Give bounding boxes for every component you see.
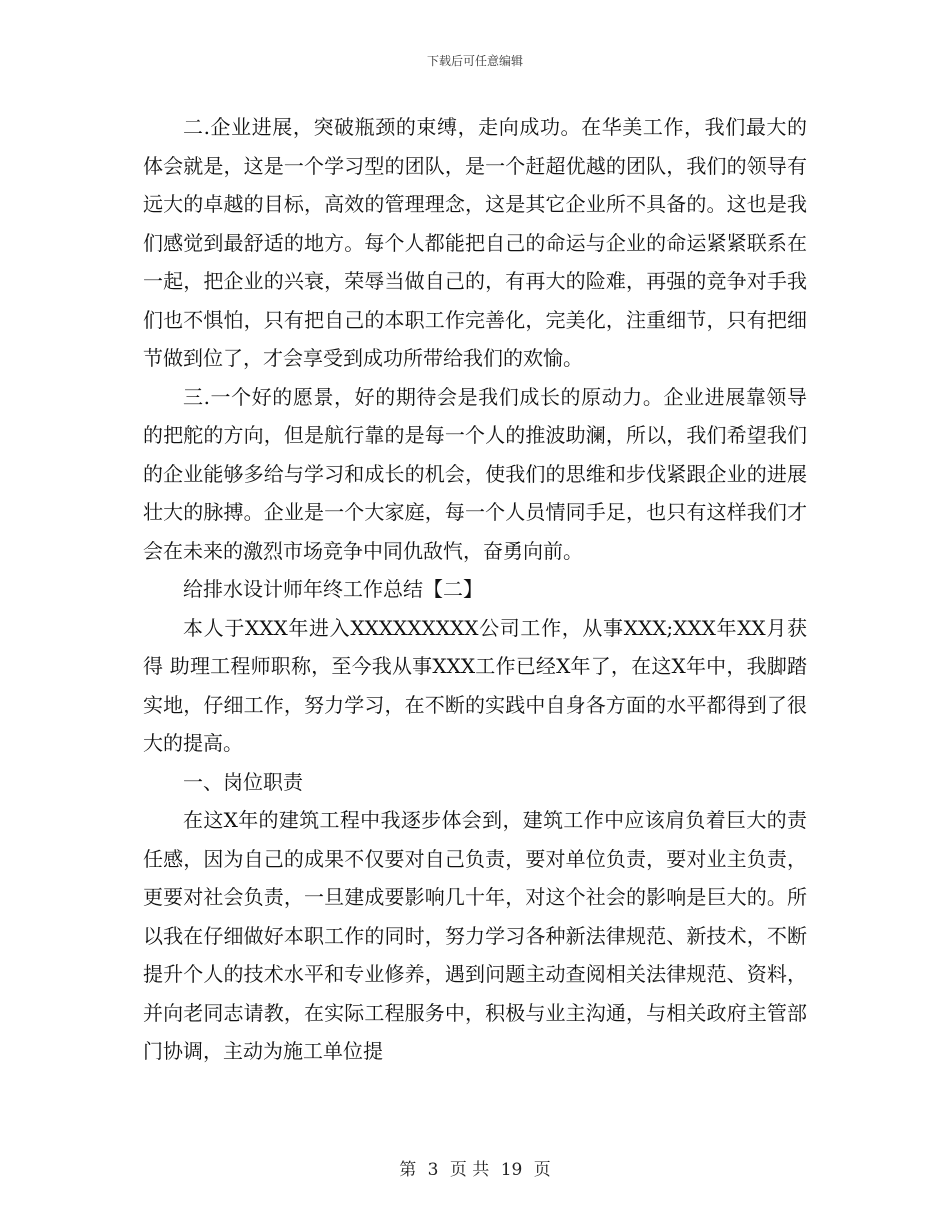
paragraph-enterprise-development: 二.企业进展，突破瓶颈的束缚，走向成功。在华美工作，我们最大的体会就是，这是一个学习型的团队，是一个赶超优越的团队，我们的领导有远大的卓越的目标，高效的管理理念，这是其它企业所不具备的。这也是我们感觉到最舒适的地方。每个人都能把自己的命运与企业的命运紧紧联系在一起，把企业的兴衰，荣辱当做自己的，有再大的险难，再强的竞争对手我们也不惧怕，只有把自己的本职工作完善化，完美化，注重细节，只有把细节做到位了，才会享受到成功所带给我们的欢愉。	[143, 115, 807, 370]
paragraph-vision: 三.一个好的愿景，好的期待会是我们成长的原动力。企业进展靠领导的把舵的方向，但是航行靠的是每一个人的推波助澜，所以，我们希望我们的企业能够多给与学习和成长的机会，使我们的思维和步伐紧跟企业的进展壮大的脉搏。企业是一个大家庭，每一个人员情同手足，也只有这样我们才会在未来的激烈市场竞争中同仇敌忾，奋勇向前。	[143, 384, 807, 563]
total-page-count: 19	[500, 1160, 523, 1180]
page-header: 下载后可任意编辑	[426, 54, 523, 68]
paragraph-job-duties: 在这X年的建筑工程中我逐步体会到，建筑工作中应该肩负着巨大的责任感，因为自己的成果不仅要对自己负责，要对单位负责，要对业主负责，更要对社会负责，一旦建成要影响几十年，对这个社会的影响是巨大的。所以我在仔细做好本职工作的同时，努力学习各种新法律规范、新技术，不断提升个人的技术水平和专业修养，遇到问题主动查阅相关法律规范、资料，并向老同志请教，在实际工程服务中，积极与业主沟通，与相关政府主管部门协调，主动为施工单位提	[143, 808, 807, 1063]
document-body	[143, 108, 807, 1071]
footer-prefix: 第	[399, 1160, 417, 1180]
page-footer	[0, 1155, 950, 1180]
footer-middle: 页 共	[449, 1160, 490, 1180]
paragraph-introduction: 本人于XXX年进入XXXXXXXXX公司工作，从事XXX;XXX年XX月获得 助理工程师职称，至今我从事XXX工作已经X年了，在这X年中，我脚踏实地，仔细工作，努力学习，在不断的实践中自身各方面的水平都得到了很大的提高。	[143, 615, 807, 755]
current-page-number: 3	[427, 1160, 439, 1180]
section-title: 给排水设计师年终工作总结【二】	[183, 577, 483, 601]
subsection-heading-job-duties: 一、岗位职责	[183, 769, 303, 794]
footer-suffix: 页	[533, 1160, 551, 1180]
